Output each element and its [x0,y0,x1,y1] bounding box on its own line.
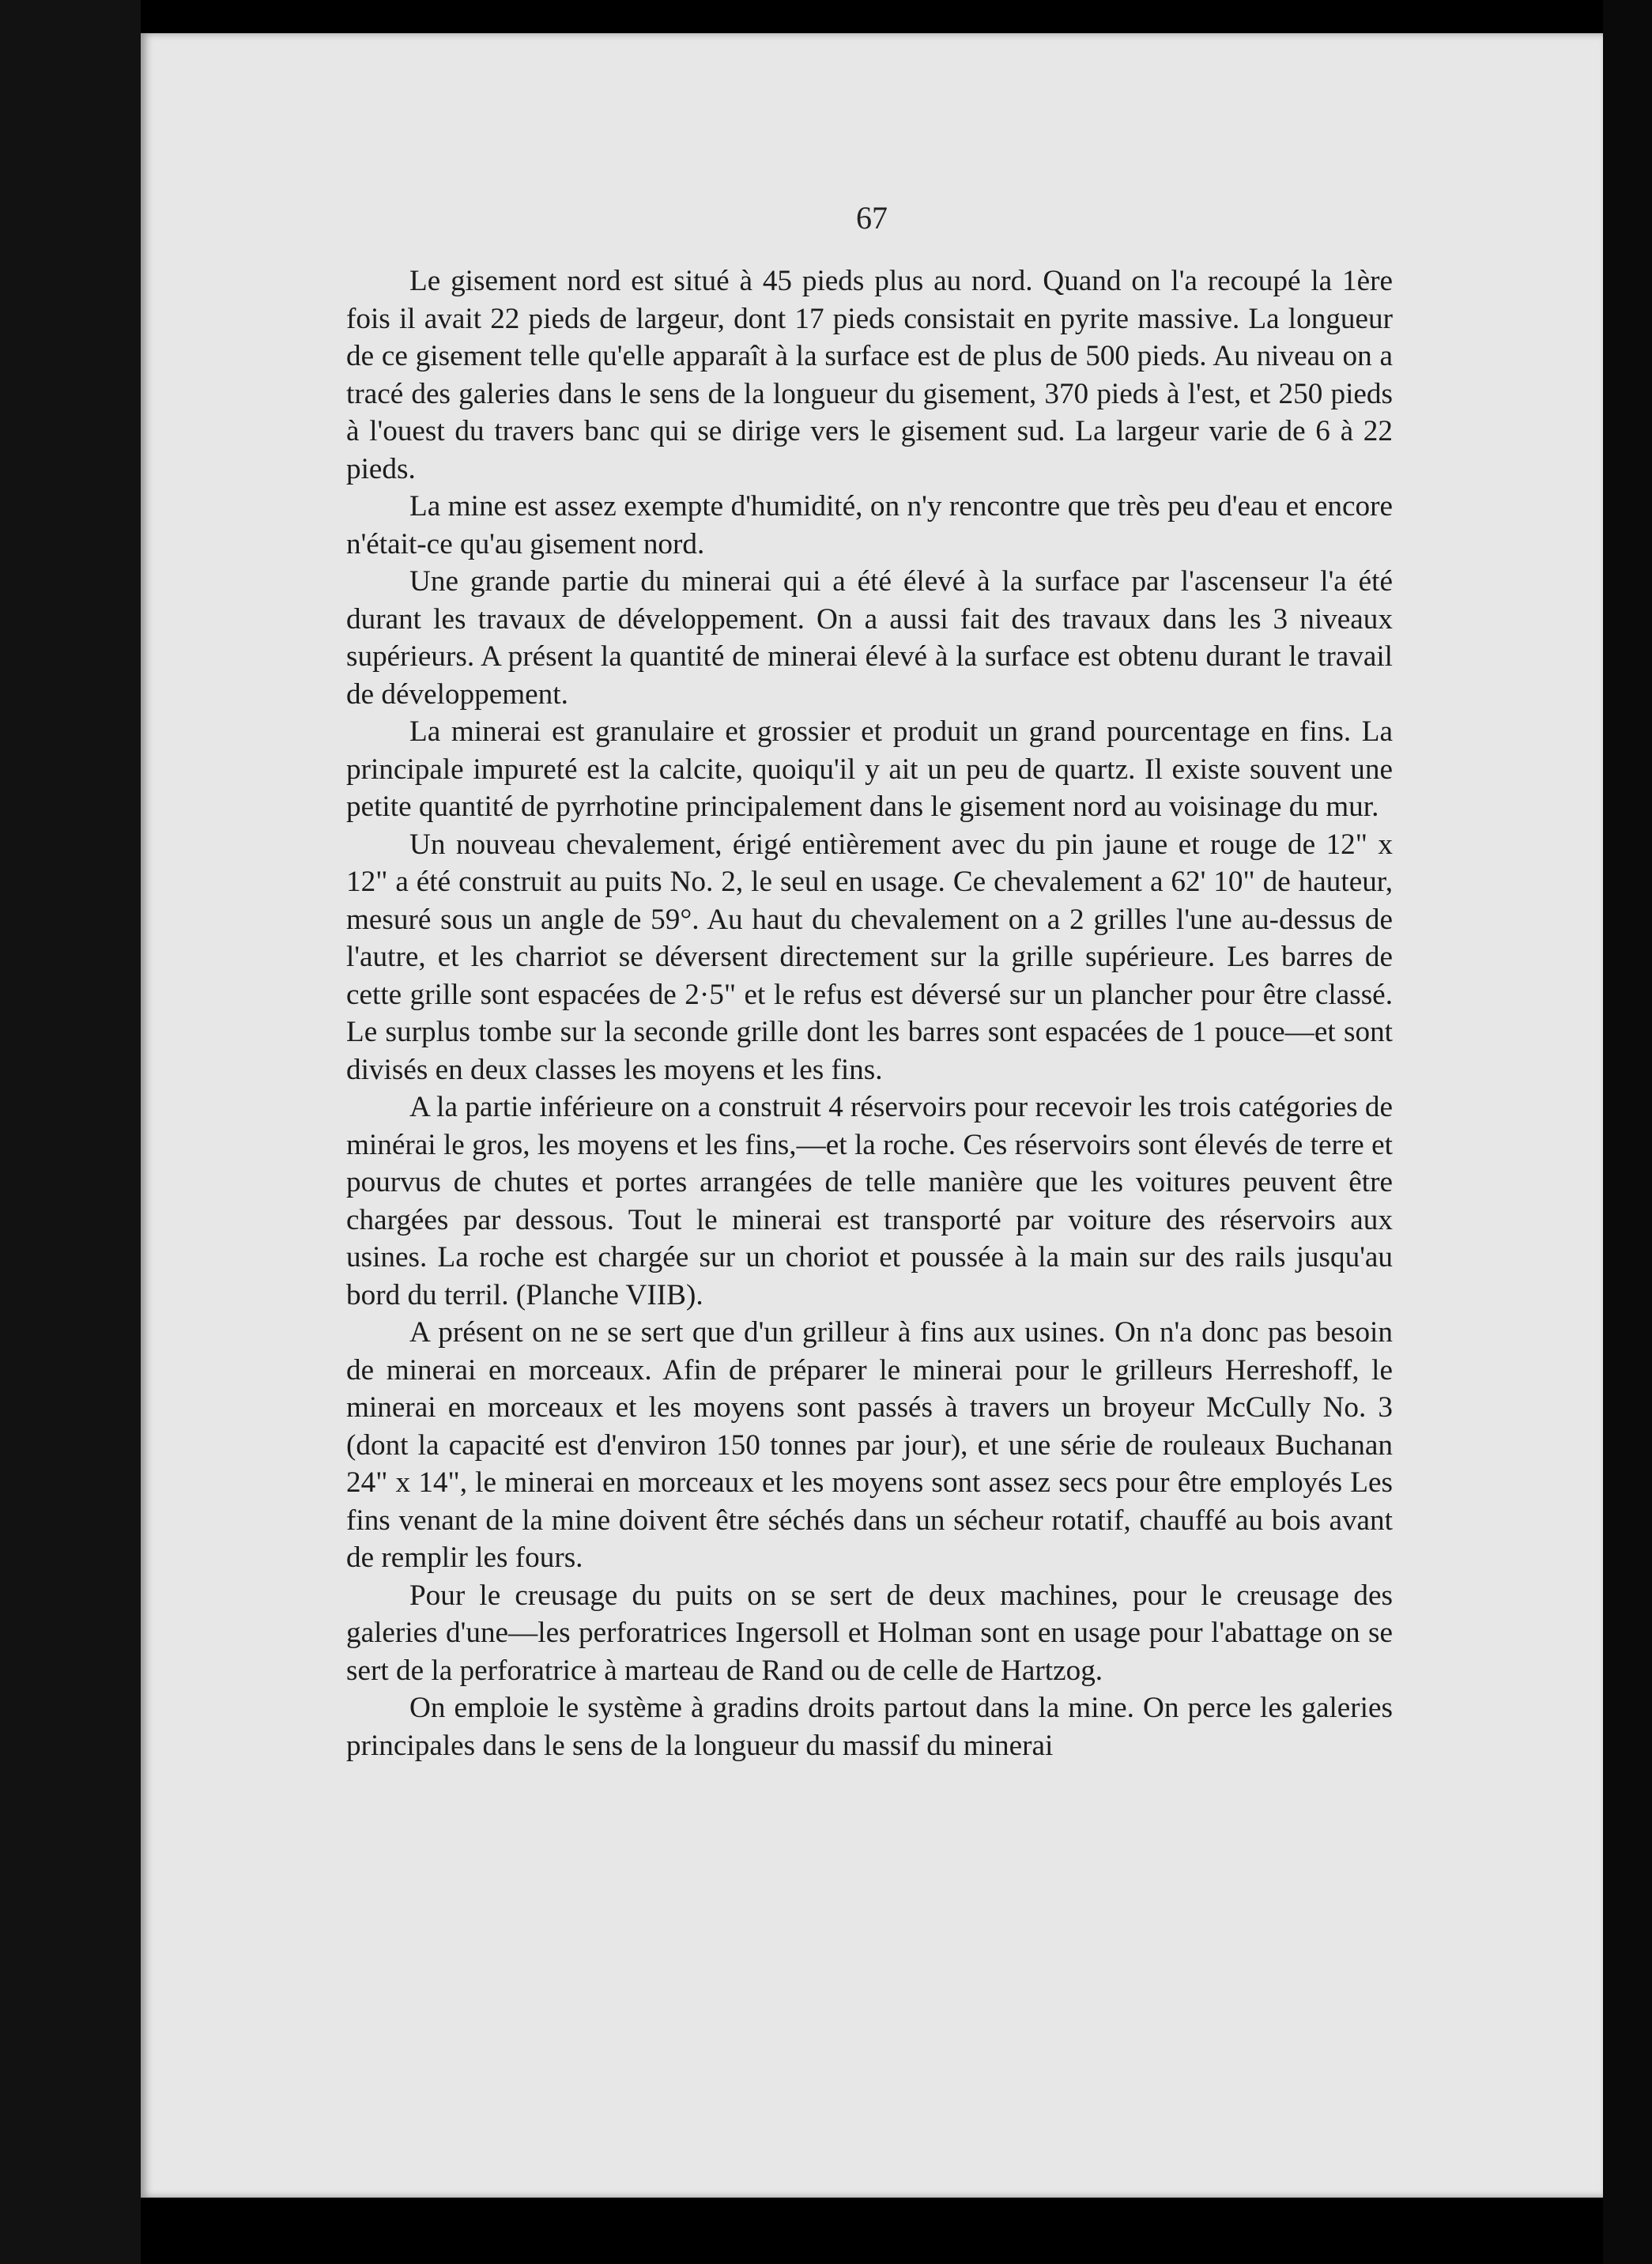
page-number: 67 [856,200,888,236]
paragraph: La minerai est granulaire et grossier et produit un grand pourcentage en fins. La principale impureté est la calcite, quoiqu'il y ait un peu de quartz. Il existe souvent une petite quantité de pyrrhotine principalement dans le gisement nord au voisinage du mur. [346,715,1393,823]
paragraph: La mine est assez exempte d'humidité, on n'y rencontre que très peu d'eau et encore n'était-ce qu'au gisement nord. [346,490,1393,560]
document-page [141,33,1603,2198]
paragraph: On emploie le système à gradins droits partout dans la mine. On perce les galeries principales dans le sens de la longueur du massif du minerai [346,1692,1393,1762]
paragraph: Le gisement nord est situé à 45 pieds plus au nord. Quand on l'a recoupé la 1ère fois il avait 22 pieds de largeur, dont 17 pieds consistait en pyrite massive. La longueur de ce gisement telle qu'elle apparaît à la surface est de plus de 500 pieds. Au niveau on a tracé des galeries dans le sens de la longueur du gisement, 370 pieds à l'est, et 250 pieds à l'ouest du travers banc qui se dirige vers le gisement sud. La largeur varie de 6 à 22 pieds. [346,265,1393,485]
paragraph: Une grande partie du minerai qui a été élevé à la surface par l'ascenseur l'a été durant les travaux de développement. On a aussi fait des travaux dans les 3 niveaux supérieurs. A présent la quantité de minerai élevé à la surface est obtenu durant le travail de développement. [346,565,1393,711]
body-text [346,262,1393,1764]
scan-left-margin [0,0,141,2264]
paragraph: A la partie inférieure on a construit 4 réservoirs pour recevoir les trois catégories de minérai le gros, les moyens et les fins,—et la roche. Ces réservoirs sont élevés de terre et pourvus de chutes et portes arrangées de telle manière que les voitures peuvent être chargées par dessous. Tout le minerai est transporté par voiture des réservoirs aux usines. La roche est chargée sur un choriot et poussée à la main sur des rails jusqu'au bord du terril. (Planche VIIB). [346,1091,1393,1311]
paragraph: Pour le creusage du puits on se sert de deux machines, pour le creusage des galeries d'une—les perforatrices Ingersoll et Holman sont en usage pour l'abattage on se sert de la perforatrice à marteau de Rand ou de celle de Hartzog. [346,1579,1393,1687]
paragraph: Un nouveau chevalement, érigé entièrement avec du pin jaune et rouge de 12" x 12" a été construit au puits No. 2, le seul en usage. Ce chevalement a 62' 10" de hauteur, mesuré sous un angle de 59°. Au haut du chevalement on a 2 grilles l'une au-dessus de l'autre, et les charriot se déversent directement sur la grille supérieure. Les barres de cette grille sont espacées de 2·5" et le refus est déversé sur un plancher pour être classé. Le surplus tombe sur la seconde grille dont les barres sont espacées de 1 pouce—et sont divisés en deux classes les moyens et les fins. [346,828,1393,1086]
scan-right-margin [1603,0,1652,2264]
paragraph: A présent on ne se sert que d'un grilleur à fins aux usines. On n'a donc pas besoin de minerai en morceaux. Afin de préparer le minerai pour le grilleurs Herreshoff, le minerai en morceaux et les moyens sont passés à travers un broyeur McCully No. 3 (dont la capacité est d'environ 150 tonnes par jour), et une série de rouleaux Buchanan 24" x 14", le minerai en morceaux et les moyens sont assez secs pour être employés Les fins venant de la mine doivent être séchés dans un sécheur rotatif, chauffé au bois avant de remplir les fours. [346,1316,1393,1574]
